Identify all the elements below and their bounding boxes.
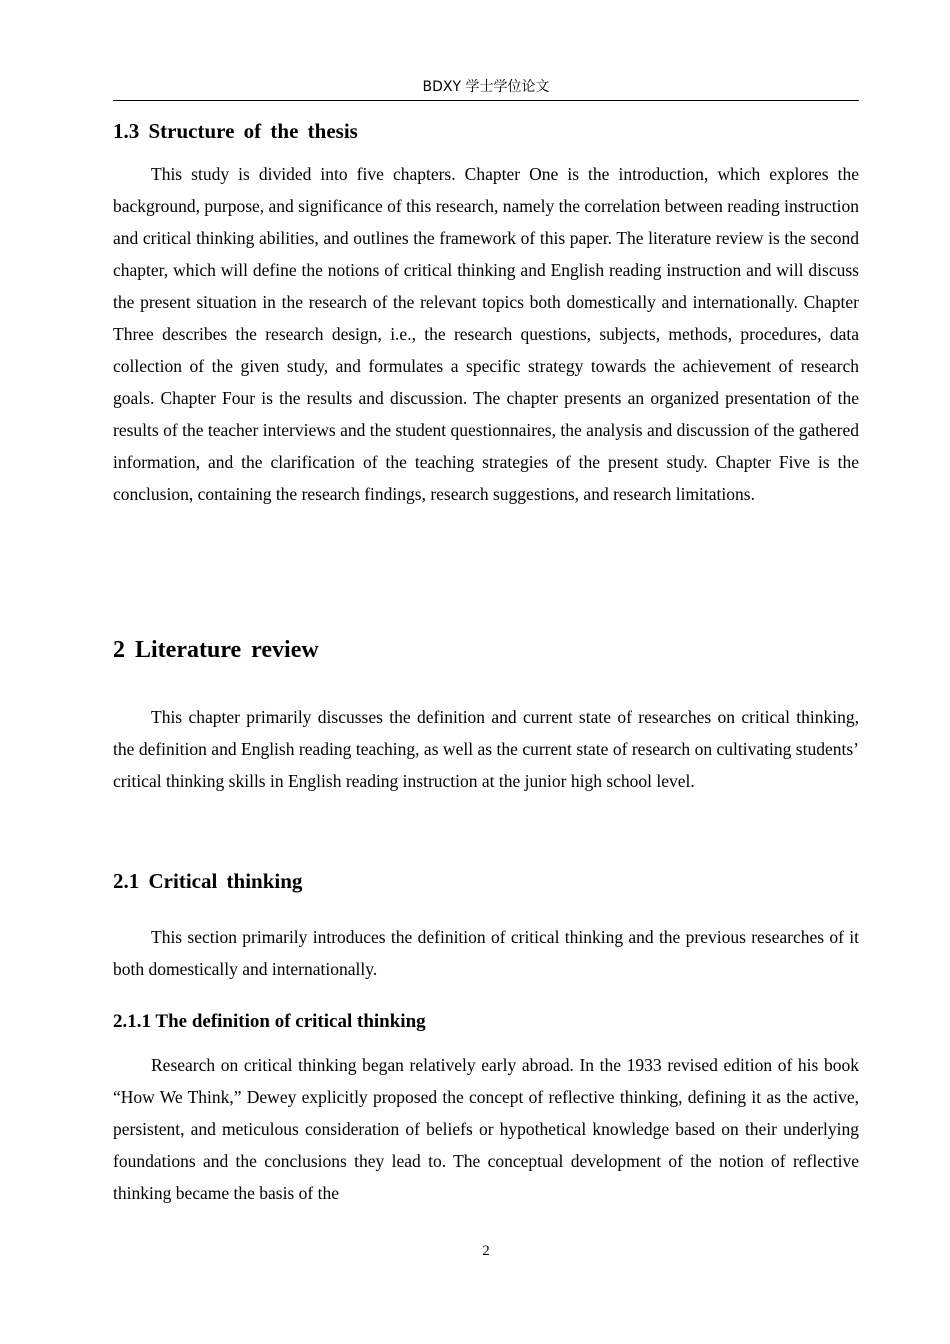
- chapter-heading-2: 2 Literature review: [113, 637, 319, 663]
- paragraph-definition: Research on critical thinking began relatively early abroad. In the 1933 revised edition of his book “How We Think,” Dewey explicitly proposed the concept of reflective thinking, defining it as the active, persistent, and meticulous consideration of beliefs or hypothetical knowledge based on their underlying foundations and the conclusions they lead to. The conceptual development of the notion of reflective thinking became the basis of the: [113, 1055, 859, 1203]
- page-number: 2: [482, 1243, 490, 1259]
- subsection-heading-2-1-1: 2.1.1 The definition of critical thinking: [113, 1011, 426, 1032]
- section-heading-2-1: 2.1 Critical thinking: [113, 869, 303, 893]
- paragraph-literature-review: This chapter primarily discusses the definition and current state of researches on critical thinking, the definition and English reading teaching, as well as the current state of research on cultivating students’ critical thinking skills in English reading instruction at the junior high school level.: [113, 707, 859, 791]
- page-header: BDXY 学士学位论文: [422, 79, 550, 95]
- paragraph-critical-thinking: This section primarily introduces the definition of critical thinking and the previous researches of it both domestically and internationally.: [113, 927, 859, 979]
- paragraph-structure: This study is divided into five chapters. Chapter One is the introduction, which explores the background, purpose, and significance of this research, namely the correlation between reading instruction and critical thinking abilities, and outlines the framework of this paper. The literature review is the second chapter, which will define the notions of critical thinking and English reading instruction and will discuss the present situation in the research of the relevant topics both domestically and internationally. Chapter Three describes the research design, i.e., the research questions, subjects, methods, procedures, data collection of the given study, and formulates a specific strategy towards the achievement of research goals. Chapter Four is the results and discussion. The chapter presents an organized presentation of the results of the teacher interviews and the student questionnaires, the analysis and discussion of the gathered information, and the clarification of the teaching strategies of the present study. Chapter Five is the conclusion, containing the research findings, research suggestions, and research limitations.: [113, 164, 859, 504]
- section-heading-1-3: 1.3 Structure of the thesis: [113, 119, 358, 143]
- header-rule: [113, 100, 859, 101]
